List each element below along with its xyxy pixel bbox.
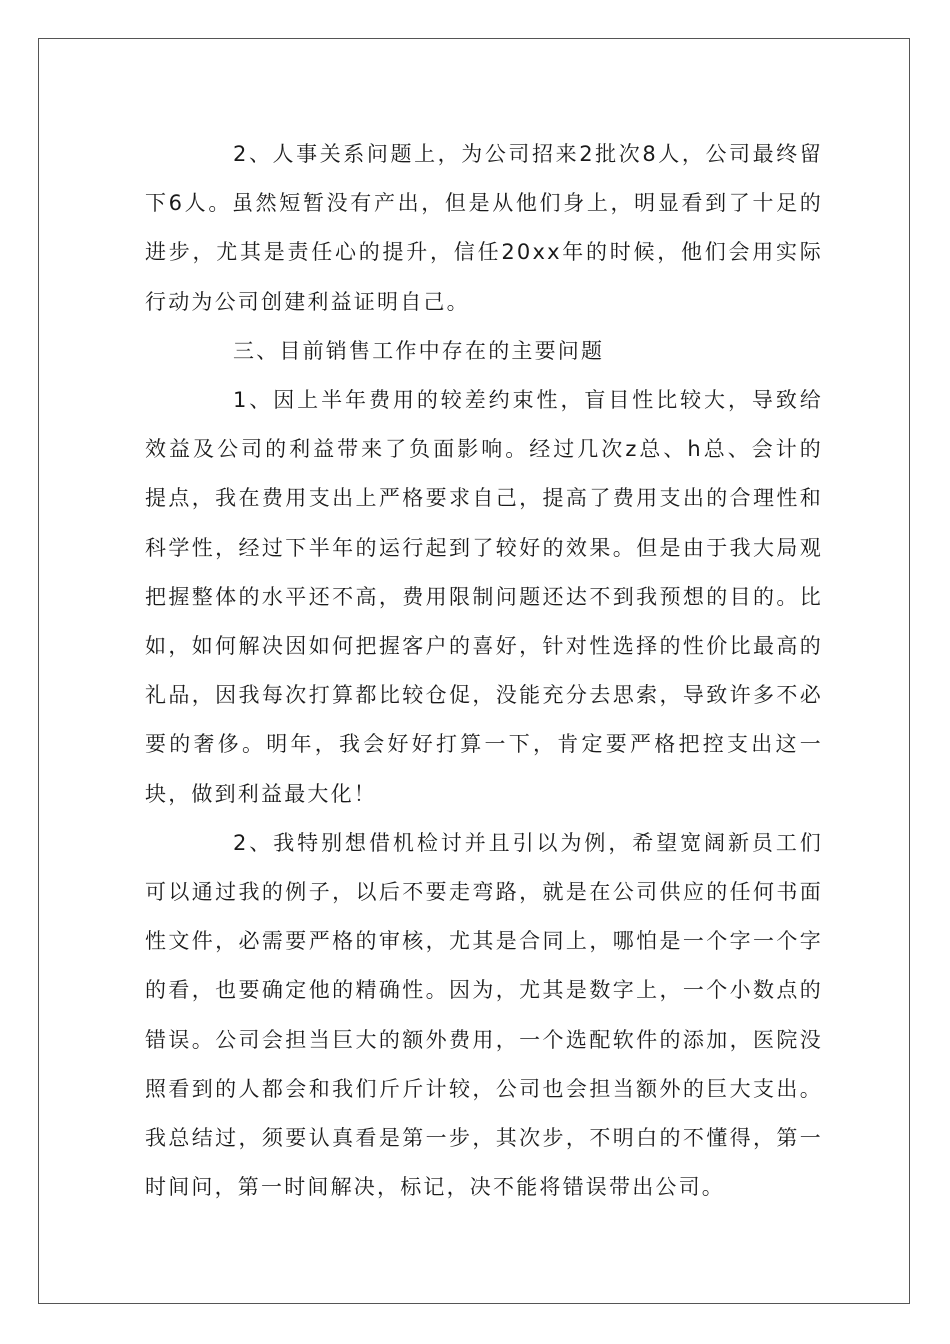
paragraph-expense-control: 1、因上半年费用的较差约束性，盲目性比较大，导致给效益及公司的利益带来了负面影响。经过几次z总、h总、会计的提点，我在费用支出上严格要求自己，提高了费用支出的合理性和科学性，经过下半年的运行起到了较好的效果。但是由于我大局观把握整体的水平还不高，费用限制问题还达不到我预想的目的。比如，如何解决因如何把握客户的喜好，针对性选择的性价比最高的礼品，因我每次打算都比较仓促，没能充分去思索，导致许多不必要的奢侈。明年，我会好好打算一下，肯定要严格把控支出这一块，做到利益最大化！	[145, 388, 823, 806]
document-body	[145, 130, 823, 1212]
paragraph-document-review: 2、我特别想借机检讨并且引以为例，希望宽阔新员工们可以通过我的例子，以后不要走弯路，就是在公司供应的任何书面性文件，必需要严格的审核，尤其是合同上，哪怕是一个字一个字的看，也要确定他的精确性。因为，尤其是数字上，一个小数点的错误。公司会担当巨大的额外费用，一个选配软件的添加，医院没照看到的人都会和我们斤斤计较，公司也会担当额外的巨大支出。我总结过，须要认真看是第一步，其次步，不明白的不懂得，第一时间问，第一时间解决，标记，决不能将错误带出公司。	[145, 830, 823, 1200]
section-heading-problems: 三、目前销售工作中存在的主要问题	[233, 338, 605, 363]
paragraph-personnel: 2、人事关系问题上，为公司招来2批次8人，公司最终留下6人。虽然短暂没有产出，但是从他们身上，明显看到了十足的进步，尤其是责任心的提升，信任20xx年的时候，他们会用实际行动为公司创建利益证明自己。	[145, 142, 823, 314]
